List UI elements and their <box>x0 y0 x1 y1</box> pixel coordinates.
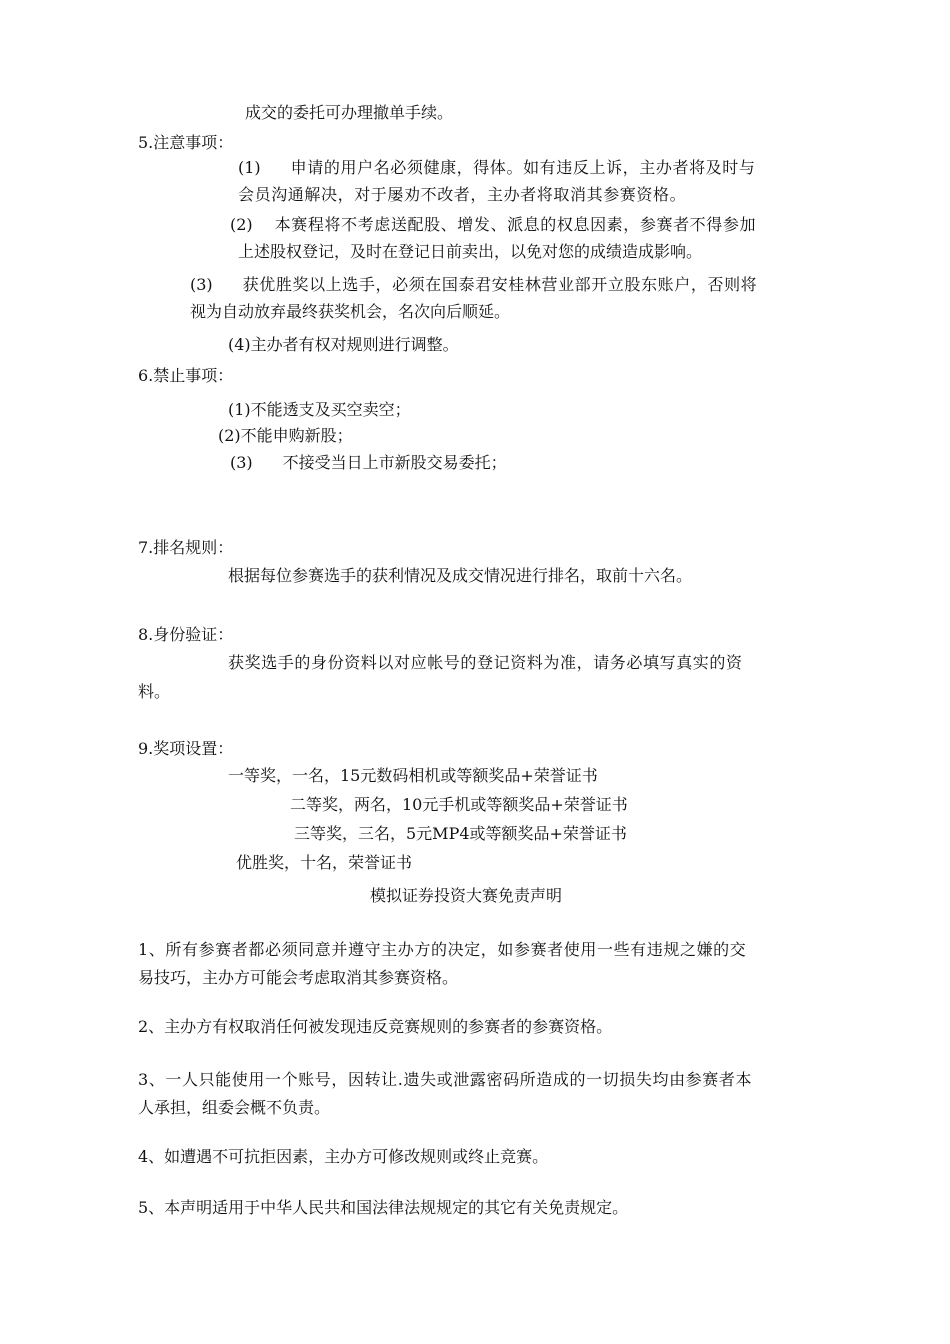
section-9-heading: 9.奖项设置： <box>138 739 234 758</box>
sec6-item-2 <box>218 426 353 446</box>
disclaimer-item-5: 5、本声明适用于中华人民共和国法律法规规定的其它有关免责规定。 <box>138 1198 629 1217</box>
prize-excellence: 优胜奖，十名，荣誉证书 <box>236 853 413 872</box>
section-7-heading: 7.排名规则： <box>138 538 234 557</box>
sec6-item-2-num: (2) <box>218 426 241 445</box>
sec5-item-4-num: (4) <box>228 335 251 354</box>
sec5-item-1-text: 申请的用户名必须健康，得体。如有违反上诉，主办者将及时与 <box>290 158 756 177</box>
section-7-body: 根据每位参赛选手的获利情况及成交情况进行排名，取前十六名。 <box>228 566 693 585</box>
sec6-item-1 <box>228 400 411 420</box>
sec5-item-2-line2: 上述股权登记，及时在登记日前卖出，以免对您的成绩造成影响。 <box>238 242 703 261</box>
disclaimer-item-2: 2、主办方有权取消任何被发现违反竞赛规则的参赛者的参赛资格。 <box>138 1017 613 1036</box>
prize-second: 二等奖，两名，10元手机或等额奖品+荣誉证书 <box>290 795 628 814</box>
sec6-item-1-num: (1) <box>228 400 251 419</box>
sec6-item-1-text: 不能透支及买空卖空； <box>250 400 411 419</box>
sec5-item-3-line1 <box>190 275 757 295</box>
sec5-item-1-num: (1) <box>238 158 261 177</box>
sec5-item-4 <box>228 335 459 355</box>
sec5-item-3-num: (3) <box>190 275 213 294</box>
sec5-item-3-line2: 视为自动放弃最终获奖机会，名次向后顺延。 <box>190 302 511 321</box>
prize-first: 一等奖，一名，15元数码相机或等额奖品+荣誉证书 <box>228 766 598 785</box>
sec5-item-1-line2: 会员沟通解决，对于屡劝不改者，主办者将取消其参赛资格。 <box>238 185 687 204</box>
section-8-heading: 8.身份验证： <box>138 625 234 644</box>
sec6-item-3 <box>230 453 507 473</box>
section-8-body-line1: 获奖选手的身份资料以对应帐号的登记资料为准，请务必填写真实的资 <box>228 653 743 672</box>
section-5-heading: 5.注意事项： <box>138 133 234 152</box>
sec5-item-2-text: 本赛程将不考虑送配股、增发、派息的权息因素，参赛者不得参加 <box>274 215 757 234</box>
disclaimer-item-3-line1: 3、一人只能使用一个账号，因转让.遗失或泄露密码所造成的一切损失均由参赛者本 <box>138 1070 753 1089</box>
disclaimer-title: 模拟证券投资大赛免责声明 <box>370 886 563 905</box>
sec5-item-3-text: 获优胜奖以上选手，必须在国泰君安桂林营业部开立股东账户，否则将 <box>242 275 758 294</box>
disclaimer-item-4: 4、如遭遇不可抗拒因素，主办方可修改规则或终止竞赛。 <box>138 1147 549 1166</box>
disclaimer-item-1-line2: 易技巧，主办方可能会考虑取消其参赛资格。 <box>138 968 459 987</box>
sec5-item-2-line1 <box>230 215 756 235</box>
sec5-item-1-line1 <box>238 158 755 178</box>
section-8-body-line2: 料。 <box>138 682 171 701</box>
disclaimer-item-1-line1: 1、所有参赛者都必须同意并遵守主办方的决定，如参赛者使用一些有违规之嫌的交 <box>138 940 747 959</box>
sec6-item-3-text: 不接受当日上市新股交易委托； <box>282 453 507 472</box>
sec5-item-4-text: 主办者有权对规则进行调整。 <box>250 335 459 354</box>
continuation-text: 成交的委托可办理撤单手续。 <box>245 103 454 122</box>
sec6-item-3-num: (3) <box>230 453 253 472</box>
prize-third: 三等奖，三名，5元MP4或等额奖品+荣誉证书 <box>294 824 627 843</box>
sec6-item-2-text: 不能申购新股； <box>240 426 353 445</box>
disclaimer-item-3-line2: 人承担，组委会概不负责。 <box>138 1098 331 1117</box>
sec5-item-2-num: (2) <box>230 215 253 234</box>
section-6-heading: 6.禁止事项： <box>138 366 234 385</box>
